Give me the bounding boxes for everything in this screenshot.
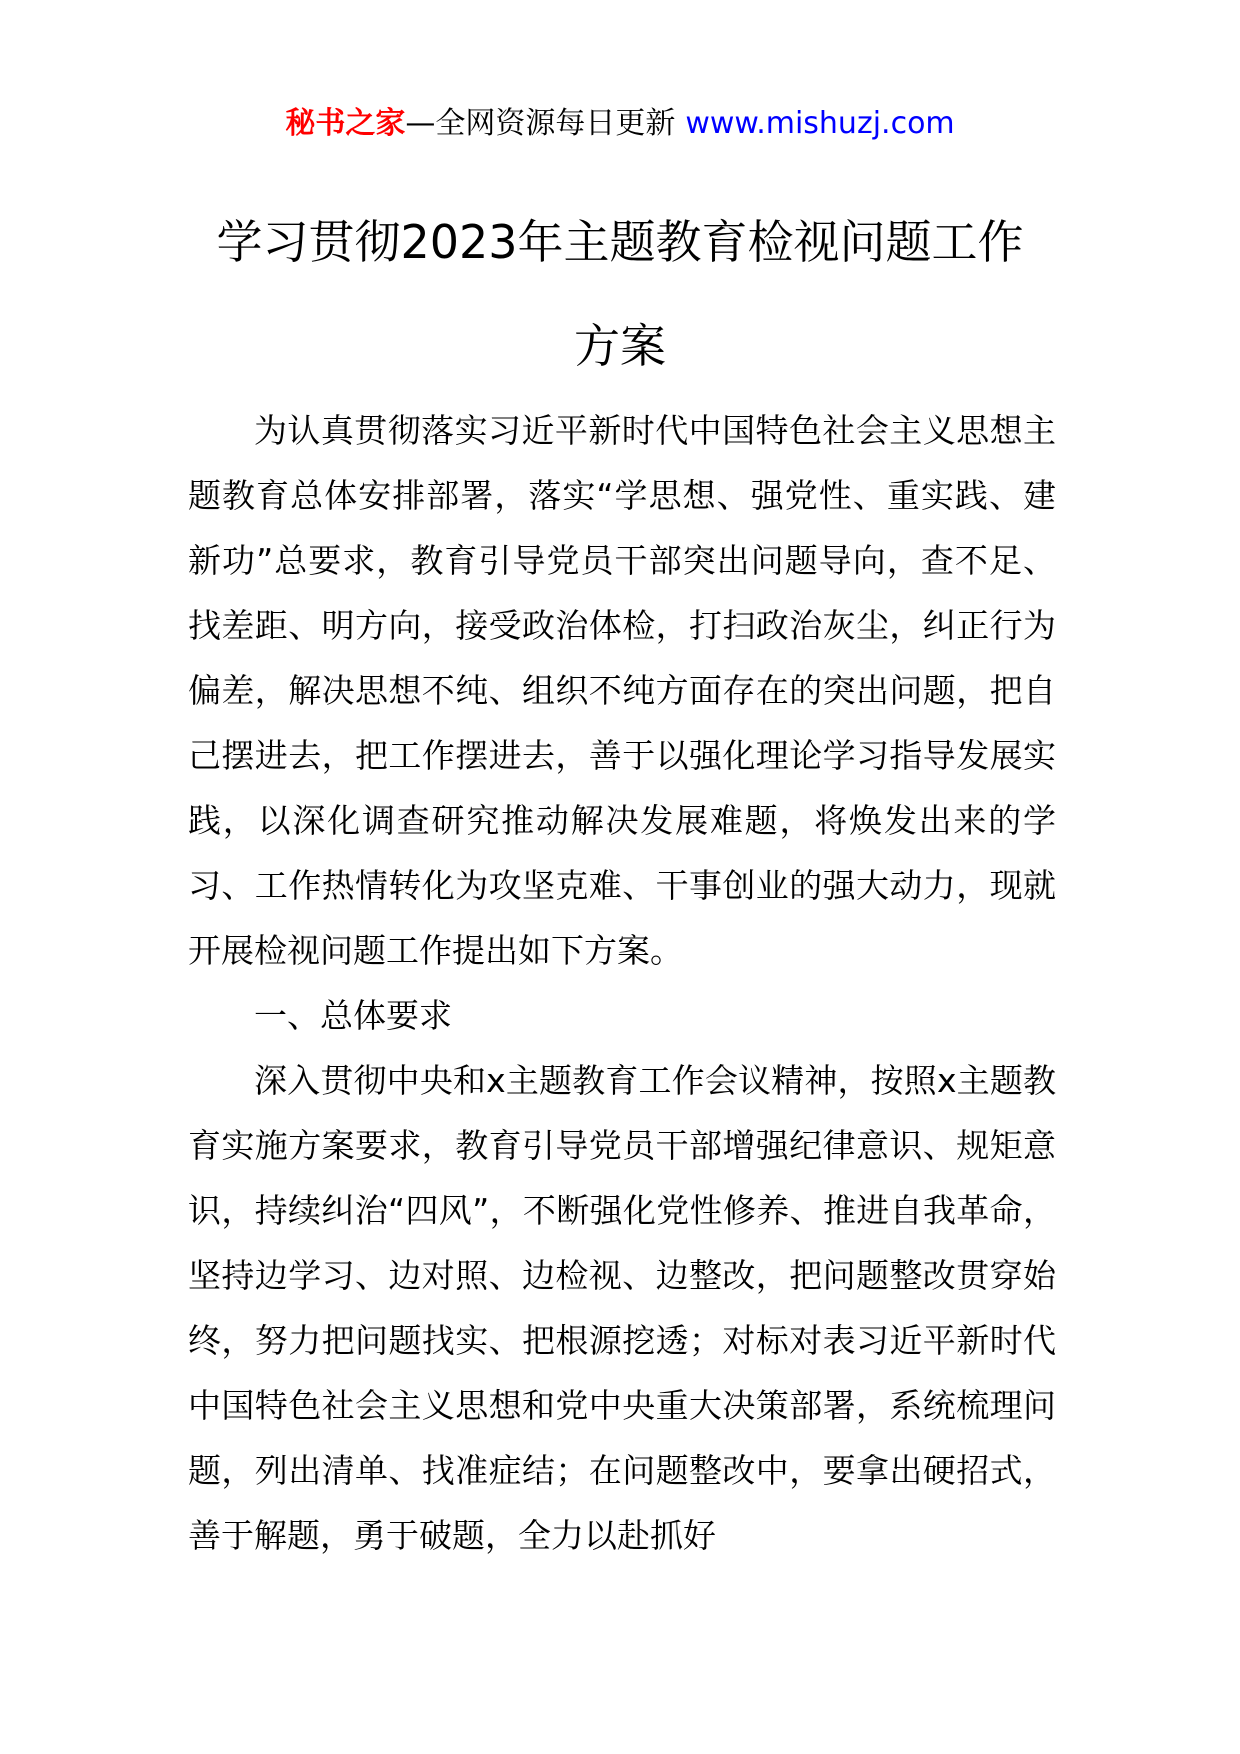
header-tagline: —全网资源每日更新 [405, 106, 676, 141]
title-line-1: 学习贯彻2023年主题教育检视问题工作 [216, 215, 1024, 269]
document-body [188, 398, 1056, 1568]
document-title [150, 190, 1090, 398]
intro-paragraph: 为认真贯彻落实习近平新时代中国特色社会主义思想主题教育总体安排部署，落实“学思想、强党性、重实践、建新功”总要求，教育引导党员干部突出问题导向，查不足、找差距、明方向，接受政治体检，打扫政治灰尘，纠正行为偏差，解决思想不纯、组织不纯方面存在的突出问题，把自己摆进去，把工作摆进去，善于以强化理论学习指导发展实践，以深化调查研究推动解决发展难题，将焕发出来的学习、工作热情转化为攻坚克难、干事创业的强大动力，现就开展检视问题工作提出如下方案。 [188, 411, 1056, 970]
site-url-link[interactable]: www.mishuzj.com [685, 106, 955, 141]
brand-name: 秘书之家 [285, 106, 406, 141]
title-line-2: 方案 [574, 319, 666, 373]
section-heading-1: 一、总体要求 [254, 996, 452, 1035]
section-1-paragraph: 深入贯彻中央和x主题教育工作会议精神，按照x主题教育实施方案要求，教育引导党员干部增强纪律意识、规矩意识，持续纠治“四风”，不断强化党性修养、推进自我革命，坚持边学习、边对照、边检视、边整改，把问题整改贯穿始终，努力把问题找实、把根源挖透；对标对表习近平新时代中国特色社会主义思想和党中央重大决策部署，系统梳理问题，列出清单、找准症结；在问题整改中，要拿出硬招式，善于解题，勇于破题，全力以赴抓好 [188, 1061, 1056, 1555]
site-header [0, 100, 1240, 148]
